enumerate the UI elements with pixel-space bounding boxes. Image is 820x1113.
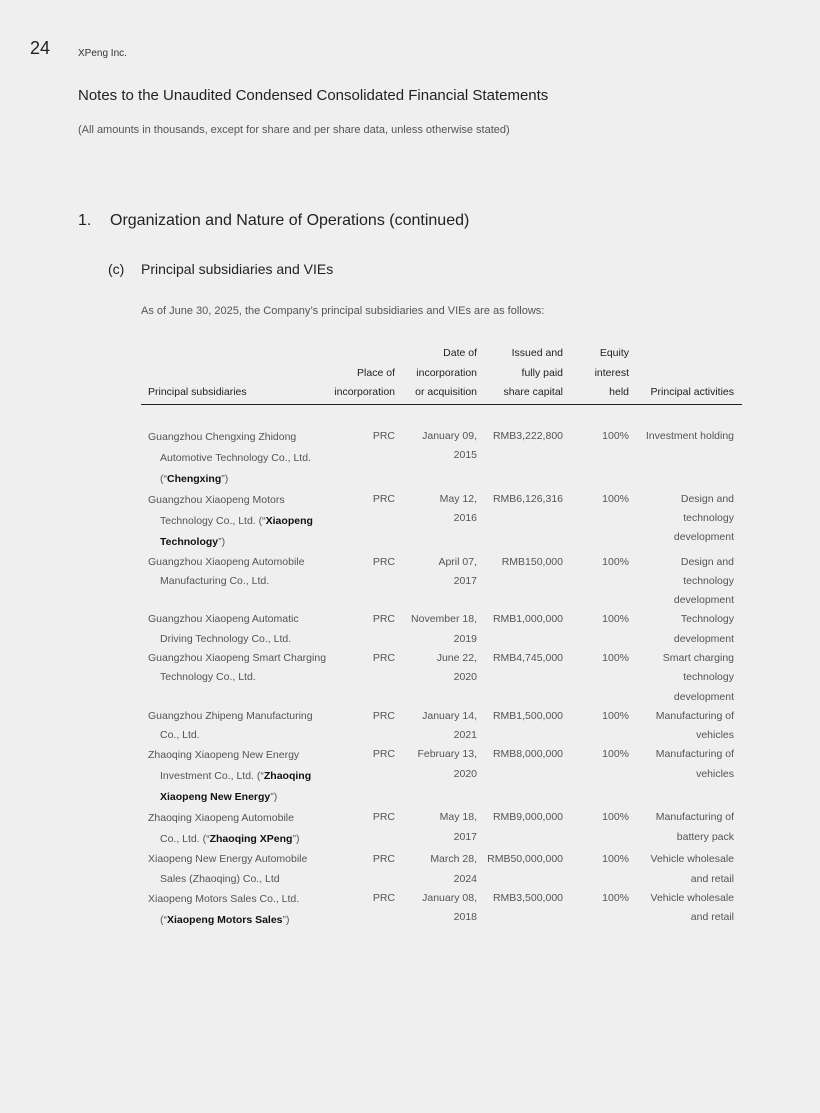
table-row <box>141 850 742 889</box>
place-of-incorporation: PRC <box>372 892 395 905</box>
place-of-incorporation: PRC <box>372 651 395 664</box>
header-place: Place of incorporation <box>324 344 400 404</box>
header-capital: Issued and fully paid share capital <box>482 344 568 404</box>
principal-activities: Design and technology development <box>673 492 734 544</box>
subsection-number: (c) <box>108 261 125 277</box>
principal-activities: Technology development <box>673 613 734 645</box>
header-date: Date of incorporation or acquisition <box>400 344 482 404</box>
principal-activities: Design and technology development <box>673 555 734 607</box>
place-of-incorporation: PRC <box>372 429 395 442</box>
subsidiary-name: Guangzhou Xiaopeng Smart Charging Technology Co., Ltd. <box>148 651 327 684</box>
equity-interest: 100% <box>602 748 629 761</box>
subsidiaries-table <box>141 344 742 931</box>
place-of-incorporation: PRC <box>372 613 395 626</box>
subsidiary-name: Zhaoqing Xiaopeng Automobile Co., Ltd. (“Zhaoqing XPeng”) <box>148 812 300 846</box>
principal-activities: Manufacturing of vehicles <box>655 748 734 780</box>
date-of-incorporation: January 08, 2018 <box>422 892 477 924</box>
table-row <box>141 610 742 649</box>
principal-activities: Vehicle wholesale and retail <box>650 853 734 885</box>
subsidiary-name: Guangzhou Xiaopeng Motors Technology Co., Ltd. (“Xiaopeng Technology”) <box>148 493 313 548</box>
share-capital: RMB8,000,000 <box>492 748 563 761</box>
header-activities: Principal activities <box>634 344 742 404</box>
page-subtitle: (All amounts in thousands, except for share and per share data, unless otherwise stated) <box>78 124 510 136</box>
place-of-incorporation: PRC <box>372 811 395 824</box>
date-of-incorporation: March 28, 2024 <box>430 853 477 885</box>
subsidiary-name: Guangzhou Zhipeng Manufacturing Co., Ltd. <box>148 709 313 742</box>
company-name: XPeng Inc. <box>78 48 127 59</box>
table-row <box>141 490 742 553</box>
header-equity: Equity interest held <box>568 344 634 404</box>
header-name: Principal subsidiaries <box>141 344 324 404</box>
equity-interest: 100% <box>602 555 629 568</box>
table-row <box>141 745 742 808</box>
share-capital: RMB9,000,000 <box>492 811 563 824</box>
section-title: Organization and Nature of Operations (continued) <box>110 212 470 229</box>
share-capital: RMB3,222,800 <box>492 429 563 442</box>
subsidiary-name: Guangzhou Xiaopeng Automatic Driving Technology Co., Ltd. <box>148 613 299 645</box>
equity-interest: 100% <box>602 709 629 722</box>
date-of-incorporation: May 12, 2016 <box>439 492 477 524</box>
place-of-incorporation: PRC <box>372 492 395 505</box>
subsection-heading <box>108 261 333 277</box>
subsidiary-name: Guangzhou Chengxing Zhidong Automotive Technology Co., Ltd. (“Chengxing”) <box>148 430 311 485</box>
equity-interest: 100% <box>602 613 629 626</box>
subsection-title: Principal subsidiaries and VIEs <box>141 261 334 277</box>
place-of-incorporation: PRC <box>372 709 395 722</box>
equity-interest: 100% <box>602 811 629 824</box>
share-capital: RMB4,745,000 <box>492 651 563 664</box>
table-row <box>141 808 742 850</box>
table-row <box>141 707 742 746</box>
equity-interest: 100% <box>602 492 629 505</box>
section-number: 1. <box>78 212 92 229</box>
share-capital: RMB1,500,000 <box>492 709 563 722</box>
date-of-incorporation: April 07, 2017 <box>438 555 477 587</box>
table-row <box>141 649 742 707</box>
share-capital: RMB50,000,000 <box>487 853 563 866</box>
principal-activities: Manufacturing of vehicles <box>655 709 734 742</box>
share-capital: RMB6,126,316 <box>492 492 563 505</box>
place-of-incorporation: PRC <box>372 555 395 568</box>
place-of-incorporation: PRC <box>372 853 395 866</box>
place-of-incorporation: PRC <box>372 748 395 761</box>
equity-interest: 100% <box>602 429 629 442</box>
page-title: Notes to the Unaudited Condensed Consolidated Financial Statements <box>78 87 549 104</box>
share-capital: RMB1,000,000 <box>492 613 563 626</box>
intro-text: As of June 30, 2025, the Company’s principal subsidiaries and VIEs are as follows: <box>141 305 545 317</box>
table-header-row <box>141 344 742 404</box>
subsidiary-name: Xiaopeng New Energy Automobile Sales (Zhaoqing) Co., Ltd <box>148 853 308 885</box>
date-of-incorporation: June 22, 2020 <box>436 651 477 684</box>
subsidiary-name: Zhaoqing Xiaopeng New Energy Investment Co., Ltd. (“Zhaoqing Xiaopeng New Energy”) <box>148 749 312 804</box>
section-heading <box>78 212 469 230</box>
equity-interest: 100% <box>602 892 629 905</box>
date-of-incorporation: May 18, 2017 <box>439 811 477 843</box>
subsidiary-name: Guangzhou Xiaopeng Automobile Manufacturing Co., Ltd. <box>148 555 305 587</box>
equity-interest: 100% <box>602 853 629 866</box>
principal-activities: Smart charging technology development <box>662 651 734 703</box>
share-capital: RMB3,500,000 <box>492 892 563 905</box>
equity-interest: 100% <box>602 651 629 664</box>
principal-activities: Vehicle wholesale and retail <box>650 892 734 924</box>
date-of-incorporation: January 09, 2015 <box>422 429 477 461</box>
table-row <box>141 889 742 931</box>
principal-activities: Manufacturing of battery pack <box>655 811 734 843</box>
date-of-incorporation: November 18, 2019 <box>411 613 477 645</box>
page-number: 24 <box>30 38 51 58</box>
table-row <box>141 427 742 490</box>
principal-activities: Investment holding <box>645 429 734 442</box>
date-of-incorporation: February 13, 2020 <box>417 748 477 780</box>
table-row <box>141 553 742 611</box>
date-of-incorporation: January 14, 2021 <box>422 709 477 742</box>
share-capital: RMB150,000 <box>501 555 563 568</box>
subsidiary-name: Xiaopeng Motors Sales Co., Ltd. (“Xiaopeng Motors Sales”) <box>148 893 300 927</box>
